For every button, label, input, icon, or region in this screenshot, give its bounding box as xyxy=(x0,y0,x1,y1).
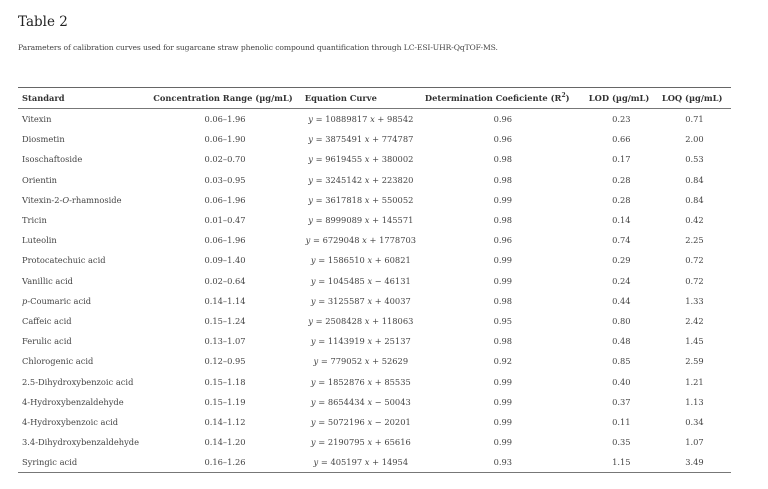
eq-slope: 9619455 xyxy=(325,154,363,165)
cell-lod: 0.44 xyxy=(612,295,631,306)
eq-x: x xyxy=(367,275,373,286)
table-row xyxy=(18,291,731,311)
eq-operator: + xyxy=(372,215,380,226)
table-row xyxy=(18,371,731,391)
standard-name: Vitexin xyxy=(22,114,52,125)
cell-equation-curve xyxy=(301,109,421,130)
cell-loq: 0.84 xyxy=(685,194,704,205)
cell-concentration-range: 0.12–0.95 xyxy=(204,356,246,367)
cell-equation-curve xyxy=(301,331,421,351)
cell-determination-coefficient: 0.92 xyxy=(493,356,513,367)
cell-concentration-range: 0.02–0.64 xyxy=(204,275,246,286)
eq-operator: + xyxy=(372,315,380,326)
table-row xyxy=(18,392,731,412)
eq-intercept: 1778703 xyxy=(379,235,417,246)
cell-standard xyxy=(18,392,149,412)
cell-standard xyxy=(18,351,149,371)
cell-determination-coefficient: 0.93 xyxy=(493,457,513,468)
cell-loq: 1.07 xyxy=(685,437,704,448)
eq-equals: = xyxy=(312,134,326,145)
cell-equation-curve xyxy=(301,250,421,270)
cell-concentration-range: 0.16–1.26 xyxy=(204,457,246,468)
header-concentration-range: Concentration Range (µg/mL) xyxy=(153,93,293,103)
cell-lod: 0.11 xyxy=(612,416,631,427)
cell-concentration-range: 0.09–1.40 xyxy=(204,255,246,266)
table-title: Table 2 xyxy=(18,14,68,30)
eq-operator: + xyxy=(374,376,382,387)
eq-intercept: 52629 xyxy=(381,356,409,367)
eq-y: y xyxy=(308,154,313,165)
cell-lod: 0.28 xyxy=(612,174,631,185)
eq-operator: − xyxy=(374,275,382,286)
table-row xyxy=(18,190,731,210)
eq-operator: + xyxy=(372,134,380,145)
cell-determination-coefficient: 0.99 xyxy=(493,376,513,387)
eq-intercept: 25137 xyxy=(384,336,411,347)
eq-x: x xyxy=(364,315,370,326)
eq-equals: = xyxy=(312,194,326,205)
cell-determination-coefficient: 0.96 xyxy=(493,134,513,145)
standard-name: Orientin xyxy=(22,174,58,185)
eq-x: x xyxy=(364,174,370,185)
eq-x: x xyxy=(367,295,373,306)
eq-slope: 10889817 xyxy=(325,114,368,125)
standard-name: Vanillic acid xyxy=(22,275,73,286)
eq-intercept: 46131 xyxy=(384,275,411,286)
header-standard: Standard xyxy=(22,93,65,103)
eq-slope: 3245142 xyxy=(325,174,363,185)
standard-name: Syringic acid xyxy=(22,457,78,468)
eq-equals: = xyxy=(315,416,328,427)
eq-equals: = xyxy=(315,396,328,407)
cell-concentration-range: 0.14–1.12 xyxy=(204,416,246,427)
standard-italic: O xyxy=(62,194,70,205)
eq-x: x xyxy=(364,457,370,468)
cell-loq: 3.49 xyxy=(685,457,704,468)
cell-lod: 0.24 xyxy=(612,275,631,286)
cell-standard xyxy=(18,291,149,311)
cell-determination-coefficient: 0.98 xyxy=(493,336,513,347)
cell-equation-curve xyxy=(301,271,421,291)
cell-standard xyxy=(18,149,149,169)
cell-lod: 0.74 xyxy=(612,235,631,246)
eq-slope: 8654434 xyxy=(327,396,365,407)
cell-concentration-range: 0.13–1.07 xyxy=(204,336,246,347)
table-row xyxy=(18,230,731,250)
standard-name: Caffeic acid xyxy=(22,315,72,326)
header-loq: LOQ (µg/mL) xyxy=(661,93,723,103)
eq-slope: 2508428 xyxy=(325,315,363,326)
cell-determination-coefficient: 0.96 xyxy=(493,235,513,246)
eq-operator: + xyxy=(372,356,380,367)
eq-intercept: 85535 xyxy=(384,376,411,387)
eq-operator: + xyxy=(372,174,380,185)
standard-name: Chlorogenic acid xyxy=(22,356,94,367)
eq-intercept: 65616 xyxy=(384,437,411,448)
cell-equation-curve xyxy=(301,452,421,473)
eq-y: y xyxy=(308,114,313,125)
header-lod: LOD (µg/mL) xyxy=(588,93,650,103)
eq-slope: 3617818 xyxy=(325,194,363,205)
standard-name: -rhamnoside xyxy=(69,194,122,205)
cell-loq: 2.59 xyxy=(685,356,704,367)
eq-operator: − xyxy=(374,416,382,427)
cell-lod: 0.14 xyxy=(612,215,631,226)
cell-loq: 1.13 xyxy=(685,396,704,407)
eq-intercept: 60821 xyxy=(384,255,411,266)
eq-x: x xyxy=(362,235,367,246)
eq-intercept: 380002 xyxy=(381,154,414,165)
table-row xyxy=(18,412,731,432)
eq-operator: + xyxy=(372,154,380,165)
cell-lod: 0.29 xyxy=(612,255,631,266)
cell-standard xyxy=(18,190,149,210)
cell-loq: 2.25 xyxy=(685,235,704,246)
eq-operator: + xyxy=(372,194,380,205)
standard-name: -Coumaric acid xyxy=(27,295,92,306)
cell-determination-coefficient: 0.99 xyxy=(493,275,513,286)
eq-slope: 6729048 xyxy=(322,235,360,246)
standard-name: 4-Hydroxybenzaldehyde xyxy=(22,396,124,407)
eq-y: y xyxy=(310,396,316,407)
standard-name: Protocatechuic acid xyxy=(22,255,106,266)
cell-determination-coefficient: 0.99 xyxy=(493,396,513,407)
eq-slope: 405197 xyxy=(330,457,363,468)
eq-slope: 3125587 xyxy=(327,295,365,306)
cell-standard xyxy=(18,271,149,291)
eq-equals: = xyxy=(315,295,328,306)
cell-concentration-range: 0.06–1.90 xyxy=(204,134,246,145)
eq-intercept: 14954 xyxy=(381,457,409,468)
eq-y: y xyxy=(310,275,316,286)
eq-equals: = xyxy=(318,457,331,468)
eq-x: x xyxy=(364,154,370,165)
cell-concentration-range: 0.06–1.96 xyxy=(204,194,246,205)
standard-name: Isoschaftoside xyxy=(22,154,83,165)
cell-equation-curve xyxy=(301,190,421,210)
cell-standard xyxy=(18,230,149,250)
cell-loq: 0.72 xyxy=(685,255,704,266)
cell-loq: 0.42 xyxy=(685,215,704,226)
header-equation-curve: Equation Curve xyxy=(304,93,377,103)
eq-intercept: 550052 xyxy=(381,194,414,205)
cell-lod: 0.66 xyxy=(612,134,631,145)
cell-concentration-range: 0.14–1.20 xyxy=(204,437,246,448)
table-row xyxy=(18,170,731,190)
header-determination-coefficient xyxy=(421,88,585,109)
cell-equation-curve xyxy=(301,351,421,371)
cell-equation-curve xyxy=(301,291,421,311)
cell-equation-curve xyxy=(301,230,421,250)
eq-y: y xyxy=(308,194,313,205)
eq-slope: 779052 xyxy=(330,356,363,367)
cell-determination-coefficient: 0.98 xyxy=(493,174,513,185)
eq-x: x xyxy=(367,255,373,266)
cell-equation-curve xyxy=(301,392,421,412)
table-row xyxy=(18,271,731,291)
cell-lod: 0.80 xyxy=(612,315,631,326)
eq-equals: = xyxy=(312,154,326,165)
eq-y: y xyxy=(305,235,311,246)
eq-y: y xyxy=(310,336,316,347)
standard-name: Tricin xyxy=(22,215,47,226)
cell-concentration-range: 0.06–1.96 xyxy=(204,114,246,125)
calibration-table xyxy=(18,87,731,473)
cell-equation-curve xyxy=(301,371,421,391)
eq-y: y xyxy=(310,255,316,266)
cell-lod: 0.35 xyxy=(612,437,631,448)
eq-intercept: 118063 xyxy=(381,315,414,326)
standard-name: 3.4-Dihydroxybenzaldehyde xyxy=(22,437,139,448)
eq-operator: + xyxy=(374,336,382,347)
cell-standard xyxy=(18,129,149,149)
cell-equation-curve xyxy=(301,412,421,432)
eq-intercept: 20201 xyxy=(384,416,411,427)
table-row xyxy=(18,351,731,371)
cell-lod: 0.28 xyxy=(612,194,631,205)
table-row xyxy=(18,210,731,230)
cell-loq: 0.53 xyxy=(685,154,704,165)
cell-determination-coefficient: 0.99 xyxy=(493,416,513,427)
eq-equals: = xyxy=(312,174,326,185)
eq-equals: = xyxy=(315,275,328,286)
cell-lod: 0.48 xyxy=(612,336,631,347)
eq-y: y xyxy=(310,437,316,448)
cell-standard xyxy=(18,210,149,230)
cell-lod: 0.37 xyxy=(612,396,631,407)
cell-lod: 0.85 xyxy=(612,356,631,367)
cell-loq: 0.72 xyxy=(685,275,704,286)
cell-standard xyxy=(18,250,149,270)
eq-slope: 1143919 xyxy=(327,336,365,347)
eq-y: y xyxy=(308,215,313,226)
eq-equals: = xyxy=(315,437,328,448)
cell-concentration-range: 0.15–1.18 xyxy=(204,376,246,387)
cell-concentration-range: 0.03–0.95 xyxy=(204,174,246,185)
eq-y: y xyxy=(308,315,313,326)
eq-x: x xyxy=(370,114,375,125)
table-row xyxy=(18,432,731,452)
eq-x: x xyxy=(364,215,370,226)
eq-equals: = xyxy=(315,336,328,347)
cell-concentration-range: 0.02–0.70 xyxy=(204,154,246,165)
eq-operator: − xyxy=(374,396,382,407)
cell-concentration-range: 0.01–0.47 xyxy=(204,215,246,226)
cell-standard xyxy=(18,432,149,452)
eq-slope: 1852876 xyxy=(327,376,365,387)
cell-equation-curve xyxy=(301,129,421,149)
eq-x: x xyxy=(367,416,373,427)
eq-y: y xyxy=(310,416,316,427)
table-row xyxy=(18,250,731,270)
eq-y: y xyxy=(308,174,313,185)
eq-slope: 1045485 xyxy=(327,275,365,286)
table-row xyxy=(18,129,731,149)
eq-intercept: 774787 xyxy=(381,134,414,145)
cell-loq: 0.84 xyxy=(685,174,704,185)
eq-x: x xyxy=(367,437,373,448)
cell-loq: 2.00 xyxy=(685,134,704,145)
eq-y: y xyxy=(313,457,319,468)
eq-slope: 1586510 xyxy=(327,255,365,266)
eq-y: y xyxy=(310,295,316,306)
eq-y: y xyxy=(308,134,313,145)
cell-standard xyxy=(18,170,149,190)
cell-determination-coefficient: 0.99 xyxy=(493,255,513,266)
eq-operator: + xyxy=(377,114,385,125)
eq-y: y xyxy=(313,356,319,367)
cell-standard xyxy=(18,109,149,130)
cell-determination-coefficient: 0.95 xyxy=(493,315,513,326)
cell-equation-curve xyxy=(301,170,421,190)
eq-slope: 3875491 xyxy=(325,134,363,145)
standard-prefix: Vitexin-2- xyxy=(22,194,63,205)
standard-name: Diosmetin xyxy=(22,134,65,145)
eq-equals: = xyxy=(315,255,328,266)
header-r2-prefix: Determination Coeficiente (R xyxy=(424,93,562,103)
cell-concentration-range: 0.15–1.19 xyxy=(204,396,246,407)
cell-determination-coefficient: 0.98 xyxy=(493,295,513,306)
eq-intercept: 223820 xyxy=(381,174,414,185)
eq-x: x xyxy=(364,134,370,145)
cell-determination-coefficient: 0.96 xyxy=(493,114,513,125)
cell-standard xyxy=(18,412,149,432)
eq-equals: = xyxy=(318,356,331,367)
cell-lod: 1.15 xyxy=(612,457,631,468)
cell-equation-curve xyxy=(301,210,421,230)
eq-operator: + xyxy=(374,255,382,266)
table-row xyxy=(18,109,731,130)
table-row xyxy=(18,452,731,473)
cell-loq: 0.71 xyxy=(685,114,704,125)
eq-intercept: 98542 xyxy=(387,114,414,125)
cell-determination-coefficient: 0.98 xyxy=(493,154,513,165)
standard-name: 4-Hydroxybenzoic acid xyxy=(22,416,119,427)
cell-concentration-range: 0.06–1.96 xyxy=(204,235,246,246)
eq-x: x xyxy=(364,356,370,367)
eq-equals: = xyxy=(312,114,326,125)
cell-lod: 0.17 xyxy=(612,154,631,165)
eq-x: x xyxy=(367,336,373,347)
eq-x: x xyxy=(367,376,373,387)
cell-equation-curve xyxy=(301,311,421,331)
standard-name: Luteolin xyxy=(22,235,57,246)
table-caption: Parameters of calibration curves used for sugarcane straw phenolic compound quantification through LC-ESI-UHR-QqTOF-MS. xyxy=(18,43,498,52)
cell-determination-coefficient: 0.99 xyxy=(493,194,513,205)
eq-x: x xyxy=(367,396,373,407)
cell-standard xyxy=(18,371,149,391)
cell-loq: 0.34 xyxy=(685,416,704,427)
eq-slope: 2190795 xyxy=(327,437,365,448)
cell-loq: 2.42 xyxy=(685,315,704,326)
eq-operator: + xyxy=(369,235,377,246)
standard-italic: p xyxy=(22,295,28,306)
header-r2-suffix: ) xyxy=(565,93,570,103)
eq-equals: = xyxy=(312,215,326,226)
cell-concentration-range: 0.14–1.14 xyxy=(204,295,246,306)
eq-slope: 8999089 xyxy=(325,215,363,226)
cell-loq: 1.33 xyxy=(685,295,704,306)
eq-equals: = xyxy=(310,235,323,246)
eq-operator: + xyxy=(374,295,382,306)
cell-loq: 1.45 xyxy=(685,336,704,347)
cell-standard xyxy=(18,331,149,351)
cell-determination-coefficient: 0.99 xyxy=(493,437,513,448)
standard-name: Ferulic acid xyxy=(22,336,72,347)
eq-y: y xyxy=(310,376,316,387)
cell-lod: 0.23 xyxy=(612,114,631,125)
table-body xyxy=(18,109,731,473)
table-row xyxy=(18,331,731,351)
cell-equation-curve xyxy=(301,432,421,452)
eq-slope: 5072196 xyxy=(327,416,365,427)
standard-name: 2.5-Dihydroxybenzoic acid xyxy=(22,376,134,387)
eq-x: x xyxy=(364,194,370,205)
eq-intercept: 50043 xyxy=(384,396,411,407)
cell-loq: 1.21 xyxy=(685,376,704,387)
cell-equation-curve xyxy=(301,149,421,169)
cell-determination-coefficient: 0.98 xyxy=(493,215,513,226)
eq-intercept: 145571 xyxy=(381,215,414,226)
cell-standard xyxy=(18,311,149,331)
eq-operator: + xyxy=(374,437,382,448)
table-row xyxy=(18,149,731,169)
cell-standard xyxy=(18,452,149,473)
eq-operator: + xyxy=(372,457,380,468)
table-row xyxy=(18,311,731,331)
eq-equals: = xyxy=(312,315,326,326)
cell-concentration-range: 0.15–1.24 xyxy=(204,315,246,326)
eq-intercept: 40037 xyxy=(384,295,411,306)
cell-lod: 0.40 xyxy=(612,376,631,387)
header-r2-superscript: 2 xyxy=(561,92,566,100)
eq-equals: = xyxy=(315,376,328,387)
table-header-row xyxy=(18,88,731,109)
